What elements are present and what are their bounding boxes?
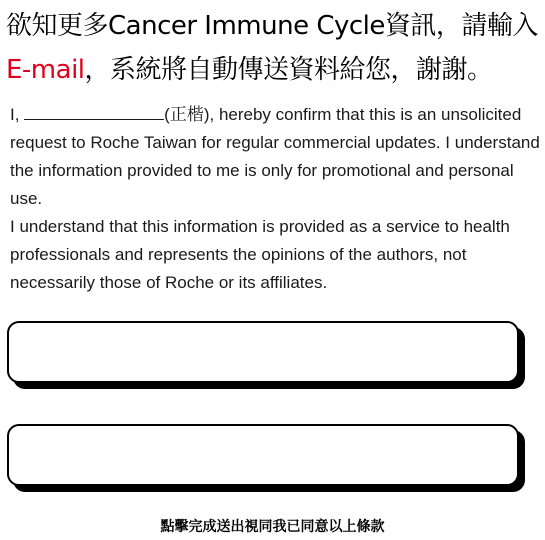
name-hint: (正楷) xyxy=(164,105,210,124)
headline xyxy=(6,4,542,92)
consent-sentence-1: , hereby confirm that this is an unsolicited request to Roche Taiwan for regular commercial updates. I understand the information provided to me is only for promotional and personal use. xyxy=(10,105,540,208)
name-blank-line xyxy=(24,104,164,120)
email-highlight: E-mail xyxy=(6,55,85,85)
consent-statement xyxy=(10,101,540,297)
consent-paragraph-2: I understand that this information is provided as a service to health professionals and represents the opinions of the authors, not necessarily those of Roche or its affiliates. xyxy=(10,217,510,292)
name-input[interactable] xyxy=(7,321,519,383)
email-input[interactable] xyxy=(7,424,519,486)
consent-prefix: I, xyxy=(10,105,25,124)
submit-agree-button[interactable]: 點擊完成送出視同我已同意以上條款 xyxy=(160,519,385,535)
headline-line-2 xyxy=(6,48,542,92)
headline-line-1: 欲知更多Cancer Immune Cycle資訊，請輸入 xyxy=(6,11,538,41)
headline-line-2-rest: ，系統將自動傳送資料給您，謝謝。 xyxy=(84,55,493,85)
consent-paragraph-1 xyxy=(10,101,540,213)
